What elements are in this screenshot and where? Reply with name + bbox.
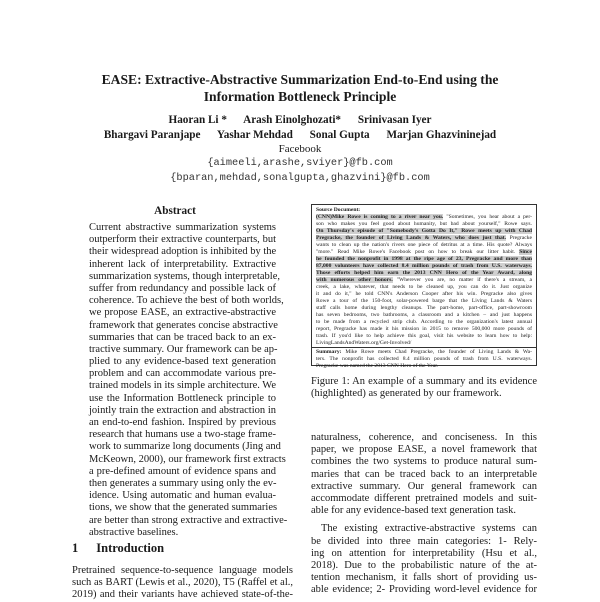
text-line: tractive summary. Our framework can be ap- — [89, 343, 278, 355]
text-line: then generates a summary using only the ev- — [89, 477, 277, 489]
summary-line — [316, 349, 532, 356]
text-line: idence. Using automatic and human evalua- — [89, 490, 276, 502]
text-line: ing on attention for interpretability (Hsu et al., — [311, 547, 537, 559]
text-line: such as BART (Lewis et al., 2020), T5 (Raffel et al., — [72, 577, 293, 589]
paper-title — [0, 71, 600, 105]
text-line: a pre-defined amount of evidence spans and — [89, 465, 276, 477]
text-segment: "Wherever you are, no matter if there's a stream, a — [392, 277, 532, 283]
text-segment: Pregracke was named the 2013 CNN Hero of the Year. — [316, 363, 439, 369]
text-segment: "more." Read Mike Rowe's Facebook post on how to break our litter habit. — [316, 249, 520, 255]
right-column-body — [311, 432, 537, 596]
text-segment: it and do it," he told CNN's Anderson Cooper after his win. Pregracke also gives — [316, 291, 532, 297]
emails — [0, 156, 600, 185]
highlighted-evidence: Those efforts helped him earn the 2013 CNN Hero of the Year Award, along — [316, 270, 532, 276]
text-line: plied to any evidence-based text generation — [89, 356, 276, 368]
text-line: 2018). Due to the probabilistic nature of the at- — [311, 559, 537, 571]
abstract-heading: Abstract — [154, 205, 196, 217]
email-line: {bparan,mehdad,sonalgupta,ghazvini}@fb.com — [170, 171, 430, 184]
introduction-body — [72, 565, 293, 602]
summary-line — [316, 363, 532, 370]
title-line: Information Bottleneck Principle — [203, 89, 397, 104]
author: Marjan Ghazvininejad — [386, 129, 497, 141]
source-document-line — [316, 326, 532, 333]
source-document-line — [316, 312, 532, 319]
source-document-line — [316, 319, 532, 326]
text-segment: trash. If you'd like to help achieve this goal, visit his website to learn how to help: — [316, 333, 532, 339]
source-document-line — [316, 284, 532, 291]
text-segment: ters. The nonprofit has collected 8.4 million pounds of trash from U.S. waterways. — [316, 356, 532, 362]
text-segment: Rowe a tour of the 150-foot, solar-powered barge that the Living Lands & Waters — [316, 298, 532, 304]
text-line: able evidence; 2- Providing word-level evidence for — [311, 584, 537, 596]
source-document-line — [316, 298, 532, 305]
source-document-line — [316, 242, 532, 249]
text-segment: staff calls home during lengthy cleanups. The part-home, part-office, part-showroom — [316, 305, 532, 311]
caption-line: (highlighted) as generated by our framework. — [311, 388, 502, 400]
author: Haoran Li * — [168, 114, 227, 126]
highlighted-evidence: he founded the nonprofit in 1998 at the ripe age of 23, Pregracke and more than — [316, 256, 532, 262]
source-document-line — [316, 207, 532, 214]
author: Bhargavi Paranjape — [103, 129, 201, 141]
text-line: trained models in its simple architecture. We — [89, 380, 277, 392]
text-line: tions, we show that the generated summaries — [89, 502, 278, 514]
highlighted-evidence: On Thursday's episode of "Somebody's Gotta Do It," Rowe meets up with Chad — [316, 228, 532, 234]
source-document-line — [316, 256, 532, 263]
source-document-line — [316, 340, 532, 347]
source-document-line — [316, 305, 532, 312]
source-document-line — [316, 235, 532, 242]
author: Yashar Mehdad — [216, 129, 293, 141]
text-line: abstractive baselines. — [89, 526, 179, 538]
summary-line — [316, 356, 532, 363]
text-line: suffer from redundancy and possible lack of — [89, 282, 276, 294]
affiliation: Facebook — [278, 143, 322, 155]
section-number: 1 — [72, 541, 79, 555]
source-document-line — [316, 221, 532, 228]
source-document-line — [316, 277, 532, 284]
source-document-line — [316, 291, 532, 298]
text-segment: son who makes you feel good about humanity, but bad about yourself," Rowe says. — [316, 221, 532, 227]
text-line: extractive summary. Our general framework can — [311, 480, 537, 492]
text-line: summaries that can be traced back to an ex- — [89, 331, 276, 343]
text-line: paper, we propose EASE, a novel framework that — [311, 444, 537, 456]
author: Sonal Gupta — [309, 129, 370, 141]
text-line: an end-to-end fashion. Inspired by previous — [89, 417, 276, 428]
author-list — [0, 113, 600, 143]
text-line: naturalness, coherence, and conciseness. In this — [311, 432, 537, 443]
source-document-line — [316, 270, 532, 277]
highlighted-evidence: Since — [519, 249, 532, 255]
text-segment: report, Pregracke has made it his mission in 2015 to remove 500,000 more pounds of — [316, 326, 532, 332]
text-segment: "Sometimes, you hear about a per- — [443, 214, 532, 220]
author: Arash Einolghozati* — [243, 114, 342, 126]
section-label: Source Document: — [316, 207, 361, 213]
text-line: work to summarize long documents (Jing and — [89, 441, 281, 453]
text-line: their widespread adoption is inhibited by the — [89, 246, 277, 258]
text-line: accommodate different pretrained models and suit- — [311, 492, 537, 504]
summary-divider — [312, 347, 536, 348]
text-line: combines the two systems to produce natural sum- — [311, 456, 537, 468]
highlighted-evidence: 87,000 volunteers have collected 8.4 million pounds of trash from U.S. waterways. — [316, 263, 532, 269]
text-line: we propose EASE, an extractive-abstractive — [89, 307, 276, 319]
text-line: McKeown, 2000), our framework first extracts — [89, 453, 286, 465]
text-line: summarization systems, though interpretable, — [89, 270, 280, 282]
text-line: jointly train the extraction and abstraction in — [89, 404, 276, 416]
text-segment: Mike Rowe meets Chad Pregracke, the founder of Living Lands & Wa- — [341, 349, 532, 355]
text-line: problem and can accommodate various pre- — [89, 368, 276, 380]
text-line: able for any evidence-based text generation task. — [311, 505, 516, 517]
caption-line: Figure 1: An example of a summary and its evidence — [311, 376, 537, 387]
text-line: use the Information Bottleneck principle to — [89, 392, 276, 404]
figure-1-caption — [311, 376, 537, 400]
text-line: be divided into three main categories: 1- Rely- — [311, 535, 537, 547]
text-line: outperform their extractive counterparts, but — [89, 234, 276, 246]
figure-1-box — [311, 204, 537, 369]
text-line: research that humans use a two-stage frame- — [89, 429, 276, 441]
text-line: Current abstractive summarization systems — [89, 222, 276, 233]
text-segment: has seven bedrooms, two bathrooms, a classroom and a kitchen – and just happens — [316, 312, 532, 318]
text-segment: LivingLandsAndWaters.org/Get-Involved/ — [316, 340, 412, 346]
source-document-line — [316, 263, 532, 270]
text-line: coherence. To achieve the best of both worlds, — [89, 295, 284, 307]
text-segment: to be made from a recycled strip club. According to the organization's latest annual — [316, 319, 532, 325]
text-line: maries that can be traced back to an interpretable — [311, 468, 537, 480]
highlighted-evidence: with numerous other honors. — [316, 277, 393, 283]
title-line: EASE: Extractive-Abstractive Summarization End-to-End using the — [101, 72, 499, 87]
abstract-body — [89, 222, 288, 539]
author: Srinivasan Iyer — [357, 114, 432, 126]
text-line: framework that generates concise abstractive — [89, 319, 278, 331]
source-document-line — [316, 249, 532, 256]
source-document-line — [316, 333, 532, 340]
text-segment: wants to clean up the nation's rivers one piece of detritus at a time. His quote? Always — [316, 242, 532, 248]
text-line: tention mechanism, it falls short of providing us- — [311, 572, 537, 584]
text-line: The existing extractive-abstractive systems can — [321, 523, 537, 535]
text-line: inherent lack of interpretability. Extractive — [89, 258, 276, 270]
text-line: Pretrained sequence-to-sequence language models — [72, 565, 293, 576]
text-line: 2019) and their variants have achieved state-of-the- — [72, 589, 293, 601]
highlighted-evidence: (CNN)Mike Rowe is coming to a river near you. — [316, 214, 444, 220]
source-document-line — [316, 228, 532, 235]
highlighted-evidence: Pregracke, the founder of Living Lands & Waters, who does just that. — [316, 235, 507, 241]
text-line: are better than strong extractive and extractive- — [89, 514, 288, 526]
text-segment: Pregracke — [506, 235, 533, 241]
section-title: Introduction — [96, 541, 165, 555]
email-line: {aimeeli,arashe,sviyer}@fb.com — [207, 157, 393, 169]
section-label: Summary: — [316, 349, 342, 355]
text-segment: creek, a lake, whatever, that needs to be cleaned up, you can do it. Just organize — [316, 284, 532, 290]
source-document-line — [316, 214, 532, 221]
section-heading-introduction — [72, 541, 182, 556]
